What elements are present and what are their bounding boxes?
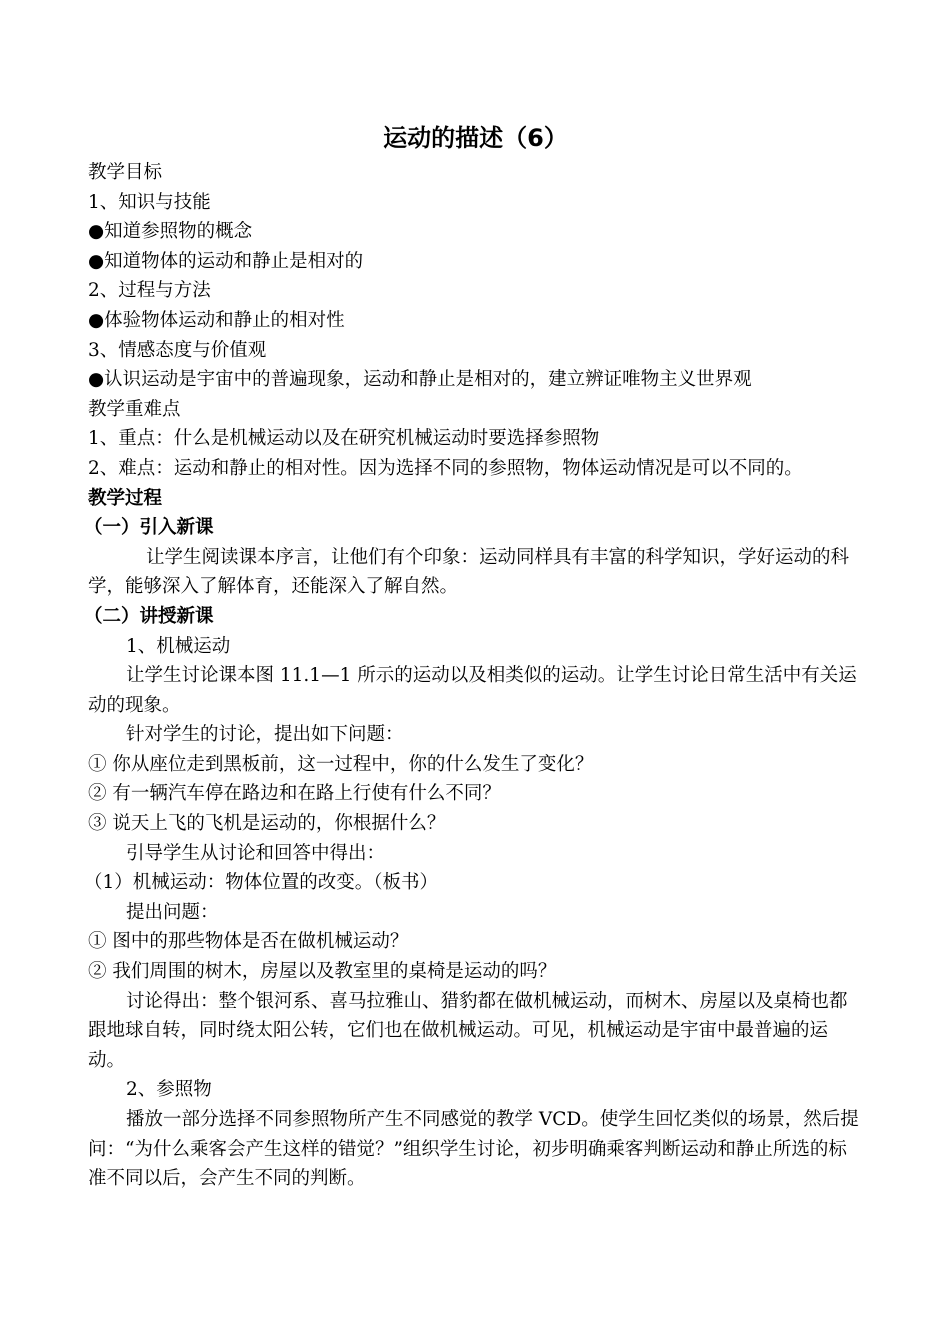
- objective-knowledge: 1、知识与技能: [88, 191, 211, 213]
- paragraph: 引导学生从讨论和回答中得出：: [126, 842, 386, 864]
- difficulty-key-point: 1、重点：什么是机械运动以及在研究机械运动时要选择参照物: [88, 428, 600, 450]
- section-teaching-heading: （二）讲授新课: [84, 605, 214, 627]
- process-heading: 教学过程: [88, 487, 163, 509]
- paragraph: 让学生讨论课本图 11.1—1 所示的运动以及相类似的运动。让学生讨论日常生活中有关运动的现象。: [88, 665, 857, 716]
- objective-bullet: ●认识运动是宇宙中的普遍现象，运动和静止是相对的，建立辨证唯物主义世界观: [88, 369, 752, 391]
- objective-bullet: ●体验物体运动和静止的相对性: [88, 309, 345, 331]
- objective-attitude: 3、情感态度与价值观: [88, 339, 267, 361]
- question-item: ① 图中的那些物体是否在做机械运动？: [88, 931, 409, 953]
- paragraph: 让学生阅读课本序言，让他们有个印象：运动同样具有丰富的科学知识，学好运动的科学，能够深入了解体育，还能深入了解自然。: [88, 546, 850, 598]
- document-page: [84, 120, 863, 1194]
- subsection-heading: 2、参照物: [126, 1079, 212, 1101]
- paragraph: 讨论得出：整个银河系、喜马拉雅山、猎豹都在做机械运动，而树木、房屋以及桌椅也都跟地球自转，同时绕太阳公转，它们也在做机械运动。可见，机械运动是宇宙中最普遍的运动。: [88, 990, 848, 1071]
- document-title: 运动的描述（6）: [383, 124, 568, 152]
- difficulty-heading: 教学重难点: [88, 398, 181, 420]
- question-item: ① 你从座位走到黑板前，这一过程中，你的什么发生了变化？: [88, 753, 594, 775]
- objectives-heading: 教学目标: [88, 162, 163, 183]
- question-item: ② 我们周围的树木，房屋以及教室里的桌椅是运动的吗？: [88, 961, 557, 983]
- objective-process: 2、过程与方法: [88, 280, 211, 302]
- section-intro-heading: （一）引入新课: [84, 517, 214, 539]
- definition-line: （1）机械运动：物体位置的改变。（板书）: [84, 872, 439, 894]
- objective-bullet: ●知道参照物的概念: [88, 221, 253, 243]
- subsection-heading: 1、机械运动: [126, 635, 231, 657]
- difficulty-hard-point: 2、难点：运动和静止的相对性。因为选择不同的参照物，物体运动情况是可以不同的。: [88, 457, 803, 479]
- paragraph: 提出问题：: [126, 901, 219, 923]
- objective-bullet: ●知道物体的运动和静止是相对的: [88, 250, 364, 272]
- paragraph: 针对学生的讨论，提出如下问题：: [126, 724, 404, 746]
- paragraph: 播放一部分选择不同参照物所产生不同感觉的教学 VCD。使学生回忆类似的场景，然后提问：“为什么乘客会产生这样的错觉？”组织学生讨论，初步明确乘客判断运动和静止所选的标准不同以后，会产生不同的判断。: [88, 1109, 859, 1190]
- question-item: ② 有一辆汽车停在路边和在路上行使有什么不同？: [88, 783, 501, 805]
- question-item: ③ 说天上飞的飞机是运动的，你根据什么？: [88, 813, 446, 835]
